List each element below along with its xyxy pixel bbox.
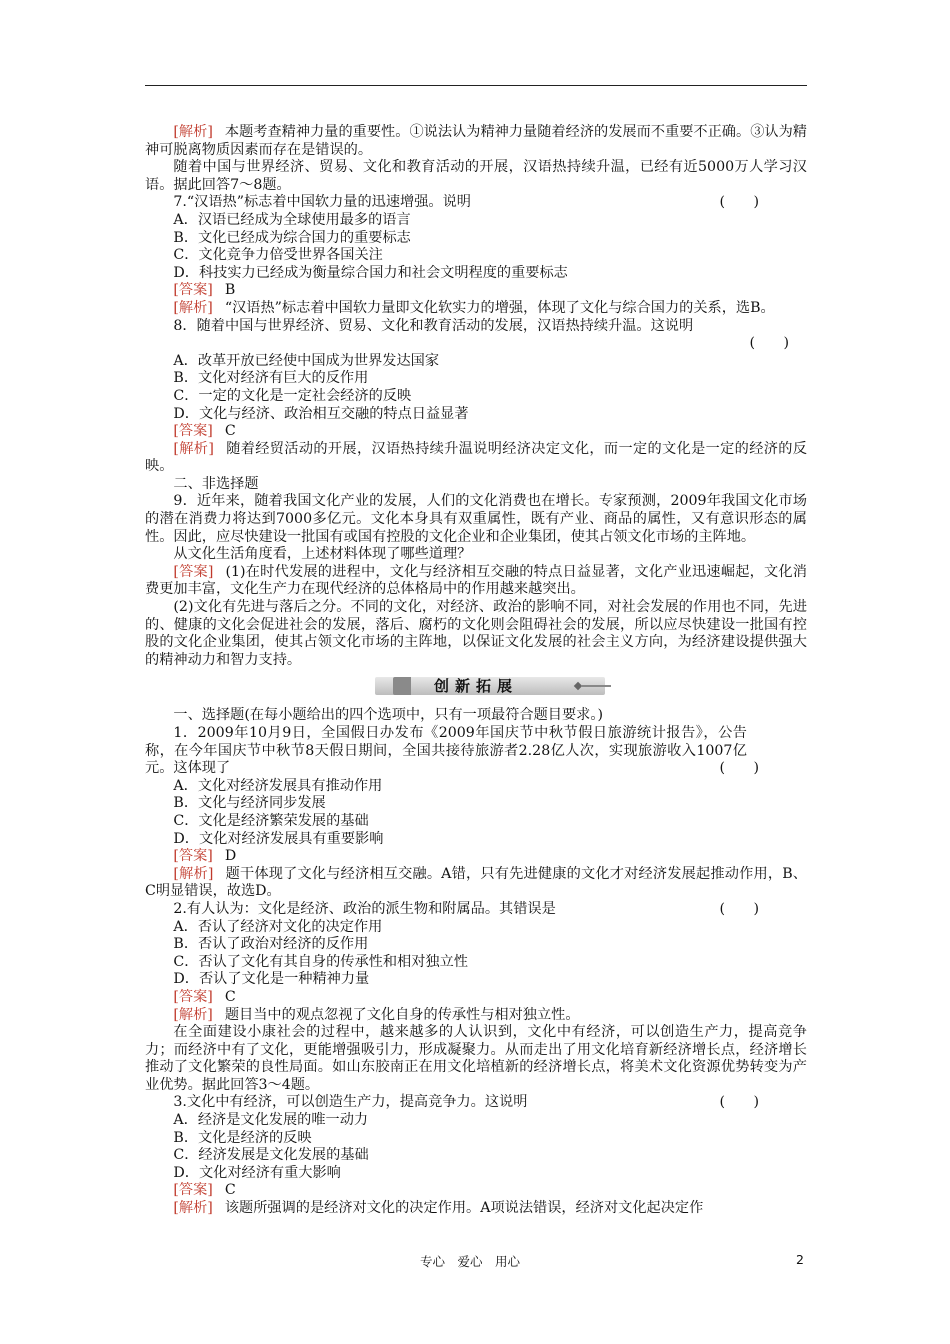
answer-line (145, 848, 807, 866)
option-a: A．改革开放已经使中国成为世界发达国家 (173, 352, 440, 369)
question-stem: 3.文化中有经济，可以创造生产力，提高竞争力。这说明 (173, 1094, 528, 1111)
banner-title: 创新拓展 (433, 677, 518, 696)
option-c: C．文化竞争力倍受世界各国关注 (173, 247, 383, 264)
analysis-block (145, 124, 807, 159)
material-intro: 在全面建设小康社会的过程中，越来越多的人认识到，文化中有经济，可以创造生产力，提高竞争力；而经济中有了文化，更能增强吸引力，形成凝聚力。从而走出了用文化培育新经济增长点，经济增长推动了文化繁荣的良性局面。如山东胶南正在用文化培植新的经济增长点，将美术文化资源优势转变为产业优势。据此回答3～4题。 (145, 1024, 807, 1093)
option-c: C．文化是经济繁荣发展的基础 (173, 812, 369, 829)
section-heading: 一、选择题(在每小题给出的四个选项中，只有一项最符合题目要求。) (173, 707, 603, 724)
answer-tag: [答案] (173, 282, 213, 299)
material-intro: 随着中国与世界经济、贸易、文化和教育活动的开展，汉语热持续升温，已经有近5000万人学习汉语。据此回答7～8题。 (145, 159, 807, 193)
answer-value: D (224, 848, 237, 865)
answer-text: (1)在时代发展的进程中，文化与经济相互交融的特点日益显著，文化产业迅速崛起，文化消费更加丰富，文化生产力在现代经济的总体格局中的作用越来越突出。 (145, 563, 807, 598)
option-c: C．一定的文化是一定社会经济的反映 (173, 387, 412, 404)
header-rule (145, 85, 807, 86)
option-d: D．否认了文化是一种精神力量 (173, 971, 370, 988)
analysis-block (145, 441, 807, 476)
option-d: D．文化对经济有重大影响 (173, 1164, 341, 1181)
option-b: B．否认了政治对经济的反作用 (173, 936, 369, 953)
answer-paren: ( ) (719, 760, 759, 777)
answer-tag: [答案] (173, 1182, 213, 1199)
analysis-block (145, 866, 807, 901)
section-heading: 二、非选择题 (173, 475, 259, 492)
answer-line (145, 423, 807, 441)
option-b: B．文化对经济有巨大的反作用 (173, 370, 369, 387)
option-a: A．文化对经济发展具有推动作用 (173, 777, 383, 794)
option-d: D．科技实力已经成为衡量综合国力和社会文明程度的重要标志 (173, 264, 568, 281)
answer-value: C (224, 423, 236, 440)
question-9: 9．近年来，随着我国文化产业的发展，人们的文化消费也在增长。专家预测，2009年我国文化市场的潜在消费力将达到7000多亿元。文化本身具有双重属性，既有产业、商品的属性，又有意识形态的属性。因此，应尽快建设一批国有或国有控股的文化企业和企业集团，使其占领文化市场的主阵地。 (145, 493, 807, 545)
answer-block (145, 564, 807, 599)
option-a: A．否认了经济对文化的决定作用 (173, 918, 383, 935)
analysis-block (145, 1007, 807, 1025)
footer-slogan: 专心 爱心 用心 (420, 1254, 521, 1269)
section-banner (145, 673, 807, 701)
answer-text: (2)文化有先进与落后之分。不同的文化，对经济、政治的影响不同，对社会发展的作用也不同，先进的、健康的文化会促进社会的发展，落后、腐朽的文化则会阻碍社会的发展，所以应尽快建设一批国有控股的文化企业集团，使其占领文化市场的主阵地，以保证文化发展的社会主义方向，为经济建设提供强大的精神动力和智力支持。 (145, 599, 807, 668)
analysis-text: “汉语热”标志着中国软力量即文化软实力的增强，体现了文化与综合国力的关系，选B。 (224, 299, 775, 316)
answer-value: B (224, 282, 236, 299)
option-a: A．经济是文化发展的唯一动力 (173, 1112, 369, 1129)
analysis-text: 本题考查精神力量的重要性。①说法认为精神力量随着经济的发展而不重要不正确。③认为精神可脱离物质因素而存在是错误的。 (145, 124, 807, 158)
answer-value: C (224, 988, 236, 1005)
option-b: B．文化已经成为综合国力的重要标志 (173, 229, 411, 246)
analysis-text: 题目当中的观点忽视了文化自身的传承性与相对独立性。 (224, 1006, 580, 1023)
analysis-tag: [解析] (173, 865, 214, 882)
option-b: B．文化是经济的反映 (173, 1129, 312, 1146)
answer-value: C (224, 1182, 236, 1199)
analysis-text: 题干体现了文化与经济相互交融。A错，只有先进健康的文化才对经济发展起推动作用，B、C明显错误，故选D。 (145, 865, 807, 900)
answer-tag: [答案] (173, 423, 213, 440)
analysis-tag: [解析] (173, 1006, 213, 1023)
question-stem: 8．随着中国与世界经济、贸易、文化和教育活动的发展，汉语热持续升温。这说明 (173, 317, 694, 334)
option-d: D．文化对经济发展具有重要影响 (173, 830, 384, 847)
option-c: C．经济发展是文化发展的基础 (173, 1147, 369, 1164)
option-b: B．文化与经济同步发展 (173, 795, 326, 812)
question-stem: 2.有人认为：文化是经济、政治的派生物和附属品。其错误是 (173, 900, 556, 917)
question-8 (145, 318, 807, 353)
answer-tag: [答案] (173, 563, 214, 580)
answer-tag: [答案] (173, 848, 213, 865)
option-c: C．否认了文化有其自身的传承性和相对独立性 (173, 953, 468, 970)
answer-paren: ( ) (719, 194, 759, 211)
analysis-block (145, 1200, 807, 1218)
question-ask: 从文化生活角度看，上述材料体现了哪些道理？ (173, 546, 472, 563)
answer-line (145, 1182, 807, 1200)
answer-paren: ( ) (749, 335, 789, 352)
analysis-tag: [解析] (173, 124, 213, 140)
option-d: D．文化与经济、政治相互交融的特点日益显著 (173, 405, 469, 422)
analysis-text: 该题所强调的是经济对文化的决定作用。A项说法错误，经济对文化起决定作 (224, 1200, 704, 1217)
answer-tag: [答案] (173, 988, 213, 1005)
banner-tail (581, 685, 611, 687)
analysis-tag: [解析] (173, 299, 213, 316)
analysis-block (145, 300, 807, 318)
question-3 (145, 1094, 807, 1112)
question-1 (145, 725, 807, 778)
page-content (145, 124, 807, 1218)
analysis-text: 随着经贸活动的开展，汉语热持续升温说明经济决定文化，而一定的文化是一定的经济的反映。 (145, 440, 807, 475)
analysis-tag: [解析] (173, 440, 214, 457)
answer-line (145, 989, 807, 1007)
question-stem: 1．2009年10月9日，全国假日办发布《2009年国庆节中秋节假日旅游统计报告》，公告称，在今年国庆节中秋节8天假日期间，全国共接待旅游者2.28亿人次，实现旅游收入1007亿元。这体现了 (145, 725, 747, 777)
page-number: 2 (796, 1252, 804, 1267)
answer-line (145, 282, 807, 300)
question-7 (145, 194, 807, 212)
option-a: A．汉语已经成为全球使用最多的语言 (173, 211, 411, 228)
analysis-tag: [解析] (173, 1200, 213, 1217)
question-stem: 7.“汉语热”标志着中国软力量的迅速增强。说明 (173, 194, 471, 211)
answer-paren: ( ) (719, 900, 759, 917)
question-2 (145, 901, 807, 919)
answer-paren: ( ) (719, 1094, 759, 1111)
